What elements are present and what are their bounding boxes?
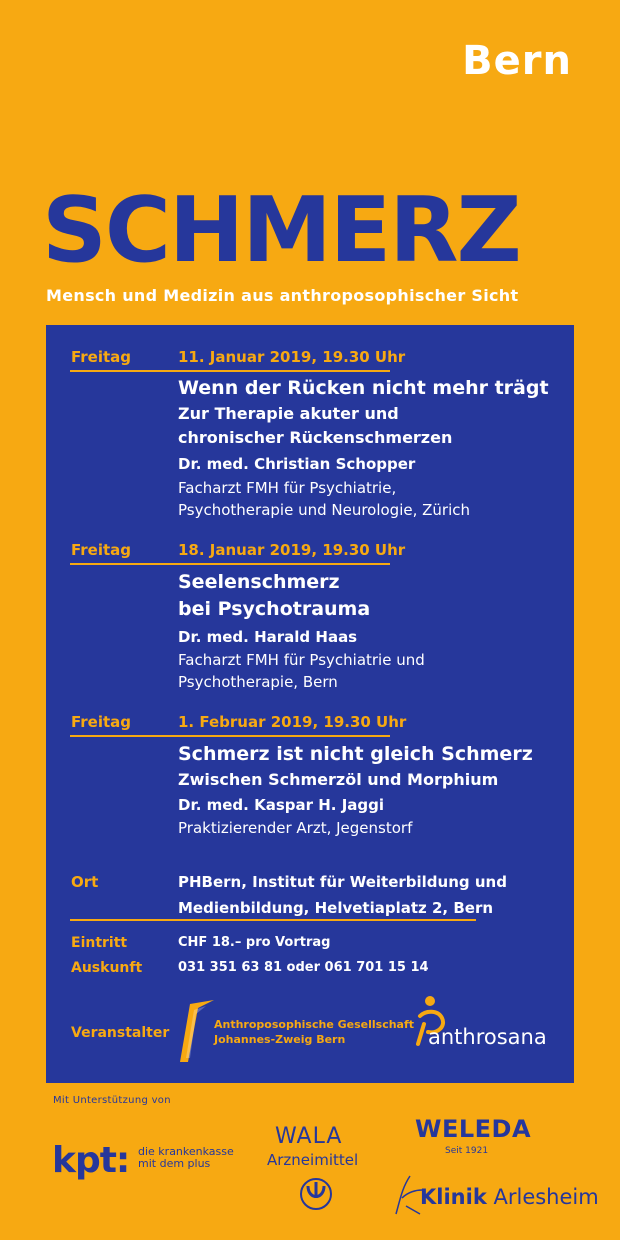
wala-logo: WALA (275, 1124, 343, 1149)
venue-line-2: Medienbildung, Helvetiaplatz 2, Bern (178, 899, 494, 917)
organizer-name-line-1: Anthroposophische Gesellschaft (214, 1018, 415, 1031)
event-3-title: Schmerz ist nicht gleich Schmerz (178, 743, 533, 765)
weleda-logo: WELEDA (415, 1115, 532, 1143)
anthrosana-logo-text: anthrosana (428, 1025, 547, 1049)
city-label: Bern (462, 38, 572, 84)
main-title: SCHMERZ (42, 178, 520, 283)
subtitle: Mensch und Medizin aus anthroposophischer Sicht (46, 286, 519, 305)
event-1-affiliation-line-2: Psychotherapie und Neurologie, Zürich (178, 501, 471, 519)
event-2-date: 18. Januar 2019, 19.30 Uhr (178, 541, 406, 559)
kpt-logo: kpt: (52, 1140, 130, 1181)
event-3-affiliation: Praktizierender Arzt, Jegenstorf (178, 819, 413, 837)
event-2-title-line-1: Seelenschmerz (178, 571, 340, 593)
event-3-date: 1. Februar 2019, 19.30 Uhr (178, 713, 407, 731)
event-1-rule (70, 370, 390, 372)
event-1-affiliation-line-1: Facharzt FMH für Psychiatrie, (178, 479, 397, 497)
wala-subtitle: Arzneimittel (267, 1151, 359, 1169)
organizer-name-line-2: Johannes-Zweig Bern (214, 1033, 346, 1046)
event-2-day: Freitag (71, 541, 132, 559)
organizer-label: Veranstalter (71, 1025, 170, 1041)
event-2-title-line-2: bei Psychotrauma (178, 598, 371, 620)
venue-line-1: PHBern, Institut für Weiterbildung und (178, 873, 507, 891)
kpt-tagline (138, 1146, 234, 1170)
event-3-day: Freitag (71, 713, 132, 731)
event-2-rule (70, 563, 390, 565)
venue-rule (70, 919, 476, 921)
contact-label: Auskunft (71, 960, 143, 976)
event-2-affiliation-line-2: Psychotherapie, Bern (178, 673, 338, 691)
event-2-speaker: Dr. med. Harald Haas (178, 628, 358, 646)
event-1-day: Freitag (71, 348, 132, 366)
event-2-affiliation-line-1: Facharzt FMH für Psychiatrie und (178, 651, 425, 669)
event-1-title: Wenn der Rücken nicht mehr trägt (178, 377, 549, 399)
sponsors-label: Mit Unterstützung von (53, 1095, 171, 1106)
klinik-rest: Arlesheim (493, 1185, 599, 1209)
anthroposophic-society-logo-icon (176, 998, 216, 1066)
event-3-speaker: Dr. med. Kaspar H. Jaggi (178, 796, 385, 814)
kpt-tagline-line-1: die krankenkasse (138, 1145, 234, 1158)
klinik-bold: Klinik (420, 1185, 487, 1209)
venue-label: Ort (71, 873, 99, 891)
organizer-name (214, 1017, 414, 1047)
event-3-subtitle: Zwischen Schmerzöl und Morphium (178, 770, 499, 789)
contact-value: 031 351 63 81 oder 061 701 15 14 (178, 960, 429, 975)
admission-label: Eintritt (71, 935, 128, 951)
admission-value: CHF 18.– pro Vortrag (178, 935, 331, 950)
event-1-subtitle-line-1: Zur Therapie akuter und (178, 404, 399, 423)
weleda-since: Seit 1921 (445, 1146, 489, 1156)
event-1-speaker: Dr. med. Christian Schopper (178, 455, 416, 473)
kpt-tagline-line-2: mit dem plus (138, 1157, 211, 1170)
wala-emblem-icon (296, 1176, 336, 1212)
klinik-arlesheim-logo (420, 1185, 599, 1209)
event-1-date: 11. Januar 2019, 19.30 Uhr (178, 348, 406, 366)
event-1-subtitle-line-2: chronischer Rückenschmerzen (178, 428, 453, 447)
event-3-rule (70, 735, 390, 737)
